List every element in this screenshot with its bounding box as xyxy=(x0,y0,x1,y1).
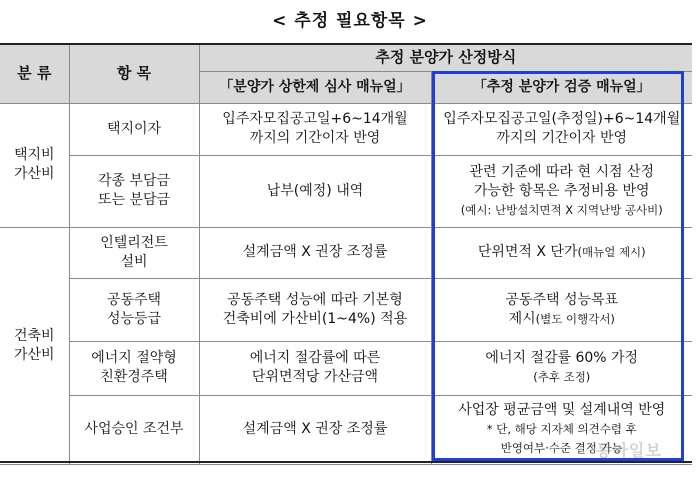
verification-cell: 관련 기준에 따라 현 시점 산정 가능한 항목은 추정비용 반영 (예시: 난방설치면적 X 지역난방 공사비) xyxy=(431,155,692,227)
verification-cell: 사업장 평균금액 및 설계내역 반영 * 단, 해당 지자체 의견수렴 후 반영여부·수준 결정 가능 xyxy=(431,395,692,464)
ceiling-cell: 설계금액 X 권장 조정률 xyxy=(199,395,431,464)
ceiling-cell: 설계금액 X 권장 조정률 xyxy=(199,227,431,278)
verification-cell: 입주자모집공고일(추정일)+6~14개월 까지의 기간이자 반영 xyxy=(431,103,692,155)
table-row xyxy=(0,103,692,155)
header-ceiling-manual: 「분양가 상한제 심사 매뉴얼」 xyxy=(199,71,431,103)
table-row xyxy=(0,395,692,464)
table-row xyxy=(0,278,692,341)
header-category: 분 류 xyxy=(0,44,69,103)
estimation-table xyxy=(0,43,692,465)
table-row xyxy=(0,155,692,227)
header-method-group: 추정 분양가 산정방식 xyxy=(199,44,692,71)
header-item: 항 목 xyxy=(69,44,199,103)
item-cell: 각종 부담금 또는 분담금 xyxy=(69,155,199,227)
verification-cell: 단위면적 X 단가(매뉴얼 제시) xyxy=(431,227,692,278)
ceiling-cell: 입주자모집공고일+6~14개월 까지의 기간이자 반영 xyxy=(199,103,431,155)
verification-cell: 에너지 절감률 60% 가정 (추후 조정) xyxy=(431,341,692,395)
category-land-cost: 택지비 가산비 xyxy=(0,103,69,227)
item-cell: 택지이자 xyxy=(69,103,199,155)
item-cell: 인텔리전트 설비 xyxy=(69,227,199,278)
table-row xyxy=(0,341,692,395)
ceiling-cell: 납부(예정) 내역 xyxy=(199,155,431,227)
verification-cell: 공동주택 성능목표 제시(별도 이행각서) xyxy=(431,278,692,341)
item-cell: 공동주택 성능등급 xyxy=(69,278,199,341)
header-verification-manual: 「추정 분양가 검증 매뉴얼」 xyxy=(431,71,692,103)
category-building-cost: 건축비 가산비 xyxy=(0,227,69,464)
table-row xyxy=(0,227,692,278)
item-cell: 에너지 절약형 친환경주택 xyxy=(69,341,199,395)
ceiling-cell: 공동주택 성능에 따라 기본형 건축비에 가산비(1~4%) 적용 xyxy=(199,278,431,341)
table-bottom-rule xyxy=(0,461,692,463)
watermark: 동아일보 xyxy=(596,441,662,460)
ceiling-cell: 에너지 절감률에 따른 단위면적당 가산금액 xyxy=(199,341,431,395)
item-cell: 사업승인 조건부 xyxy=(69,395,199,464)
page-title: < 추정 필요항목 > xyxy=(272,11,428,31)
